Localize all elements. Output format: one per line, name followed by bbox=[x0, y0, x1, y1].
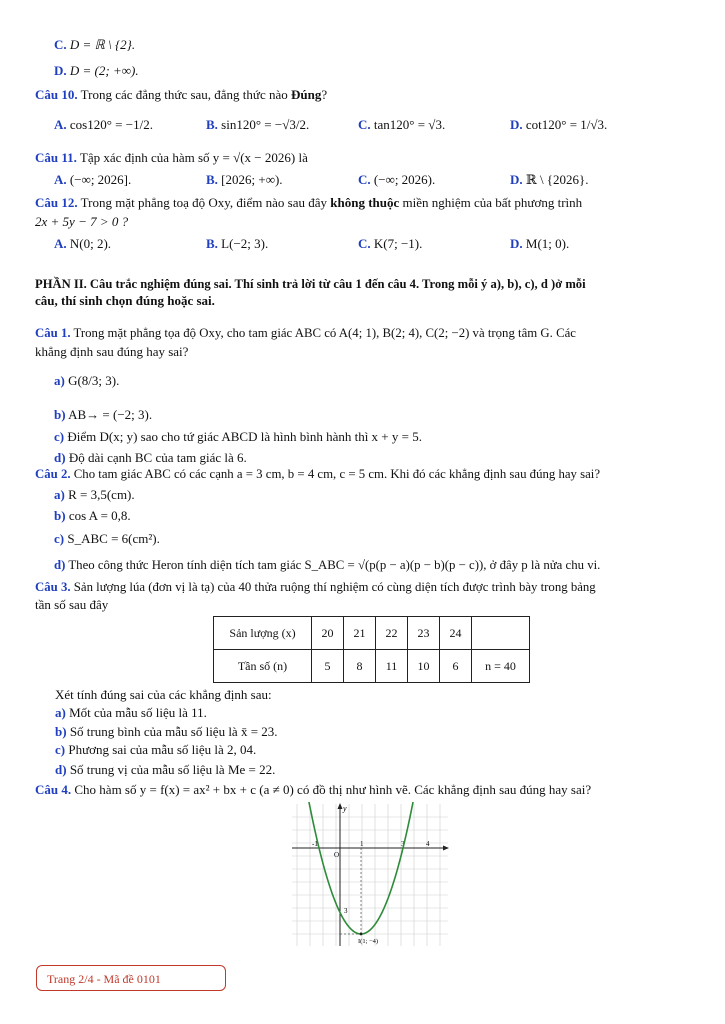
option-text: L(−2; 3). bbox=[221, 236, 269, 251]
vertex-label: I(1; −4) bbox=[358, 938, 379, 945]
p1-item-a bbox=[54, 373, 119, 389]
table-cell: 11 bbox=[376, 650, 408, 683]
table-cell: 23 bbox=[408, 617, 440, 650]
p1-item-d bbox=[54, 450, 247, 466]
question-emphasis: Đúng bbox=[291, 87, 322, 102]
option-label: D. bbox=[510, 117, 523, 132]
p3-stem-line2: tần số sau đây bbox=[35, 597, 109, 612]
item-text: S_ABC = 6(cm²). bbox=[67, 531, 160, 546]
question-text: Trong mặt phẳng toạ độ Oxy, điểm nào sau đây bbox=[80, 195, 331, 210]
y-axis-arrow bbox=[338, 803, 343, 809]
p1-item-b bbox=[54, 407, 152, 423]
question-text: Trong các đẳng thức sau, đẳng thức nào bbox=[80, 87, 292, 102]
p4-stem bbox=[35, 782, 591, 798]
option-text: cos120° = −1/2. bbox=[69, 117, 153, 132]
p2-item-a bbox=[54, 487, 135, 503]
q10-option-b bbox=[206, 117, 309, 133]
p2-item-d bbox=[54, 557, 600, 573]
p3-item-a bbox=[55, 705, 207, 721]
q10-option-c bbox=[358, 117, 445, 133]
p1-item-c bbox=[54, 429, 422, 445]
question-text: Sản lượng lúa (đơn vị là tạ) của 40 thửa ruộng thí nghiệm có cùng diện tích được trình bày trong bảng bbox=[73, 580, 596, 594]
item-label: c) bbox=[54, 531, 65, 546]
table-cell: 20 bbox=[312, 617, 344, 650]
item-label: c) bbox=[54, 429, 65, 444]
q12-option-d bbox=[510, 236, 569, 252]
table-cell: 22 bbox=[376, 617, 408, 650]
p3-item-d bbox=[55, 762, 275, 778]
question-label: Câu 1. bbox=[35, 326, 71, 340]
table-cell: 21 bbox=[344, 617, 376, 650]
p1-stem-line2: khẳng định sau đúng hay sai? bbox=[35, 344, 189, 359]
option-label: A. bbox=[54, 236, 67, 251]
q11-option-a bbox=[54, 172, 131, 188]
origin-label: O bbox=[334, 851, 340, 859]
item-label: d) bbox=[54, 558, 66, 572]
question-text: Tập xác định của hàm số y = √(x − 2026) là bbox=[79, 150, 308, 165]
tick-label: 3 bbox=[344, 907, 348, 915]
p1-stem-line1 bbox=[35, 325, 576, 341]
q12-stem-line1 bbox=[35, 195, 582, 211]
q11-option-d bbox=[510, 172, 589, 188]
item-label: d) bbox=[55, 762, 67, 777]
table-cell: 10 bbox=[408, 650, 440, 683]
item-label: b) bbox=[55, 724, 67, 739]
option-label: A. bbox=[54, 172, 67, 187]
option-label: C. bbox=[358, 117, 371, 132]
item-label: c) bbox=[55, 742, 66, 757]
item-text: Mốt của mẫu số liệu là 11. bbox=[69, 705, 207, 720]
graph-grid bbox=[292, 804, 448, 946]
tick-label: 3 bbox=[401, 840, 405, 848]
vertex-point bbox=[360, 933, 363, 936]
option-text: [2026; +∞). bbox=[221, 172, 283, 187]
part2-heading-line1: PHẦN II. Câu trắc nghiệm đúng sai. Thí sinh trả lời từ câu 1 đến câu 4. Trong mỗi ý a), b), c), d )ở mỗi bbox=[35, 277, 586, 291]
item-label: a) bbox=[54, 373, 65, 388]
q9-option-c bbox=[54, 37, 135, 53]
item-text: Điểm D(x; y) sao cho tứ giác ABCD là hình bình hành thì x + y = 5. bbox=[67, 429, 422, 444]
option-text: N(0; 2). bbox=[69, 236, 112, 251]
item-text: Phương sai của mẫu số liệu là 2, 04. bbox=[68, 742, 257, 757]
q11-option-c bbox=[358, 172, 435, 188]
option-text: tan120° = √3. bbox=[373, 117, 446, 132]
item-text: cos A = 0,8. bbox=[68, 508, 131, 523]
option-text: sin120° = −√3/2. bbox=[221, 117, 310, 132]
page-footer: Trang 2/4 - Mã đề 0101 bbox=[36, 965, 226, 991]
q12-stem-line2: 2x + 5y − 7 > 0 ? bbox=[35, 214, 129, 229]
item-text: AB→ = (−2; 3). bbox=[68, 407, 153, 422]
q12-option-a bbox=[54, 236, 111, 252]
p3-item-c bbox=[55, 742, 256, 758]
item-text: R = 3,5(cm). bbox=[68, 487, 135, 502]
tick-label: 1 bbox=[360, 840, 364, 848]
item-label: b) bbox=[54, 407, 66, 422]
table-total-cell: n = 40 bbox=[472, 650, 530, 683]
option-text: ℝ \ {2026}. bbox=[525, 172, 589, 187]
table-cell-empty bbox=[472, 617, 530, 650]
item-label: a) bbox=[55, 705, 66, 720]
option-label: C. bbox=[54, 37, 67, 52]
q12-option-b bbox=[206, 236, 268, 252]
item-text: G(8/3; 3). bbox=[68, 373, 120, 388]
p3-intro: Xét tính đúng sai của các khẳng định sau: bbox=[55, 687, 272, 702]
table-row bbox=[214, 650, 530, 683]
item-text: Theo công thức Heron tính diện tích tam giác S_ABC = √(p(p − a)(p − b)(p − c)), ở đây p là nửa chu vi. bbox=[68, 558, 601, 572]
table-cell: 24 bbox=[440, 617, 472, 650]
option-text: (−∞; 2026). bbox=[373, 172, 436, 187]
question-end: ? bbox=[321, 87, 328, 102]
frequency-table bbox=[213, 616, 530, 683]
question-text: Trong mặt phẳng tọa độ Oxy, cho tam giác ABC có A(4; 1), B(2; 4), C(2; −2) và trọng tâm G. Các bbox=[73, 326, 576, 340]
option-text: (−∞; 2026]. bbox=[69, 172, 132, 187]
item-label: a) bbox=[54, 487, 65, 502]
option-text: cot120° = 1/√3. bbox=[525, 117, 608, 132]
p2-item-b bbox=[54, 508, 131, 524]
option-label: B. bbox=[206, 236, 218, 251]
table-header-cell: Tần số (n) bbox=[214, 650, 312, 683]
q12-option-c bbox=[358, 236, 422, 252]
option-text: D = (2; +∞). bbox=[69, 63, 139, 78]
option-label: A. bbox=[54, 117, 67, 132]
table-row bbox=[214, 617, 530, 650]
p3-item-b bbox=[55, 724, 278, 740]
question-emphasis: không thuộc bbox=[330, 195, 400, 210]
q10-option-d bbox=[510, 117, 607, 133]
question-label: Câu 12. bbox=[35, 195, 78, 210]
q10-stem bbox=[35, 87, 327, 103]
p2-stem bbox=[35, 466, 600, 482]
table-cell: 5 bbox=[312, 650, 344, 683]
question-text: Cho hàm số y = f(x) = ax² + bx + c (a ≠ 0) có đồ thị như hình vẽ. Các khẳng định sau đúng hay sai? bbox=[74, 782, 592, 797]
q10-option-a bbox=[54, 117, 153, 133]
q9-option-d bbox=[54, 63, 139, 79]
p3-stem-line1 bbox=[35, 579, 596, 595]
table-cell: 8 bbox=[344, 650, 376, 683]
item-text: Số trung vị của mẫu số liệu là Me = 22. bbox=[69, 762, 276, 777]
item-text: Độ dài cạnh BC của tam giác là 6. bbox=[68, 450, 247, 465]
option-label: C. bbox=[358, 172, 371, 187]
item-text: Số trung bình của mẫu số liệu là x̄ = 23. bbox=[69, 724, 278, 739]
tick-label: -1 bbox=[312, 840, 318, 848]
table-cell: 6 bbox=[440, 650, 472, 683]
question-label: Câu 4. bbox=[35, 782, 72, 797]
option-label: D. bbox=[54, 63, 67, 78]
question-label: Câu 2. bbox=[35, 467, 71, 481]
question-label: Câu 11. bbox=[35, 150, 77, 165]
table-header-cell: Sản lượng (x) bbox=[214, 617, 312, 650]
x-axis-arrow bbox=[443, 846, 449, 851]
option-text: M(1; 0). bbox=[525, 236, 570, 251]
question-text-end: miền nghiệm của bất phương trình bbox=[399, 195, 583, 210]
option-label: B. bbox=[206, 172, 218, 187]
tick-label: 4 bbox=[426, 840, 430, 848]
p2-item-c bbox=[54, 531, 160, 547]
parabola-graph bbox=[290, 802, 450, 948]
item-label: d) bbox=[54, 450, 66, 465]
part2-heading-line2: câu, thí sinh chọn đúng hoặc sai. bbox=[35, 293, 215, 308]
option-text: D = ℝ \ {2}. bbox=[69, 37, 136, 52]
option-label: C. bbox=[358, 236, 371, 251]
option-text: K(7; −1). bbox=[373, 236, 423, 251]
option-label: D. bbox=[510, 172, 523, 187]
y-axis-label: y bbox=[343, 804, 347, 813]
q11-stem bbox=[35, 150, 308, 166]
question-label: Câu 10. bbox=[35, 87, 78, 102]
option-label: D. bbox=[510, 236, 523, 251]
question-text: Cho tam giác ABC có các cạnh a = 3 cm, b = 4 cm, c = 5 cm. Khi đó các khẳng định sau đúng hay sai? bbox=[73, 467, 601, 481]
q11-option-b bbox=[206, 172, 283, 188]
question-label: Câu 3. bbox=[35, 580, 71, 594]
option-label: B. bbox=[206, 117, 218, 132]
item-label: b) bbox=[54, 508, 66, 523]
